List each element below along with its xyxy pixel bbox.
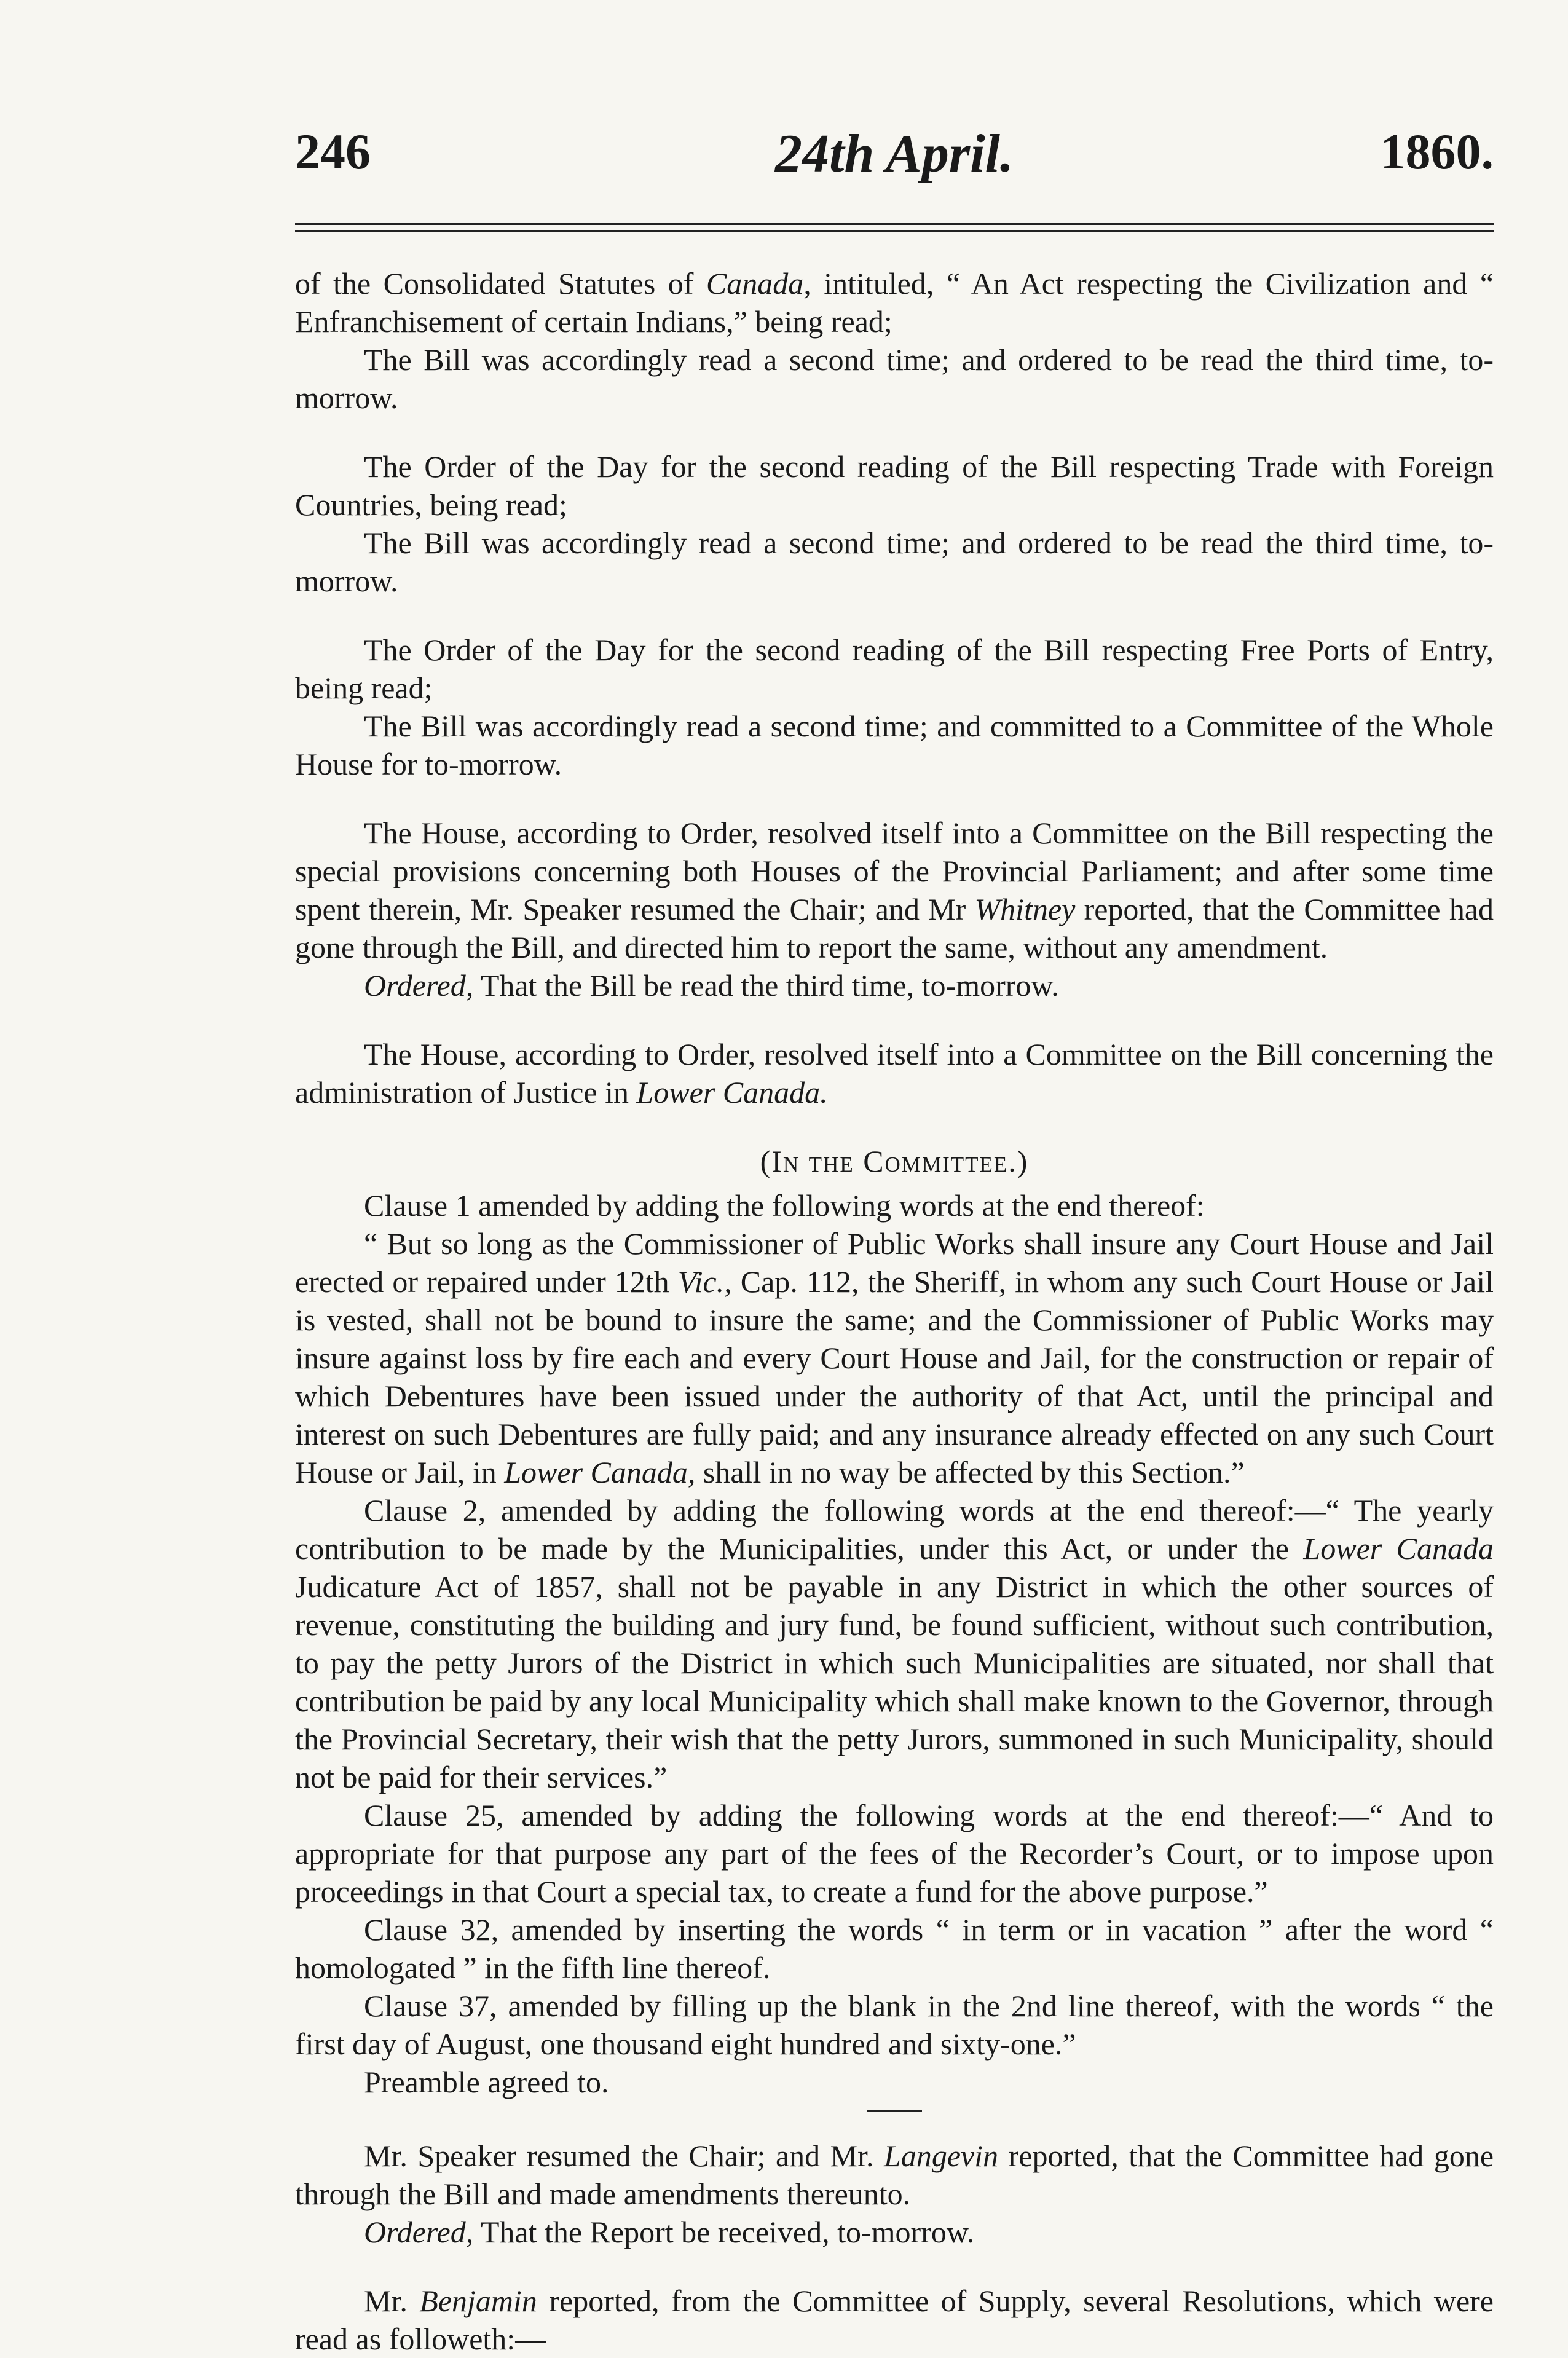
section-separator — [867, 2110, 922, 2112]
clause-25-text: Clause 25, amended by adding the following words at the end thereof:—“ And to appropriate for that purpose any part of the fees of the Recorder’s Court, or to impose upon proceedings in that Court a special tax, to create a fund for the above purpose.” — [295, 1798, 1494, 1909]
text: reported, that the Committee had gone through the Bill and made amendments thereunto. — [295, 2139, 1494, 2211]
clause-1-intro: Clause 1 amended by adding the following words at the end thereof: — [364, 1188, 1205, 1223]
clause-2-text — [295, 1491, 1494, 1796]
paragraph-bill-committed: The Bill was accordingly read a second time; and committed to a Committee of the Whole House for to-morrow. — [295, 709, 1494, 781]
paragraph-bill-second-reading-2: The Bill was accordingly read a second time; and ordered to be read the third time, to-morrow. — [295, 526, 1494, 598]
member-name: Whitney — [974, 892, 1076, 926]
place-name: Lower Canada, — [504, 1455, 696, 1489]
page-body — [295, 264, 1494, 2358]
text: Clause 2, amended by adding the following words at the end thereof:—“ The yearly contribution to be made by the Municipalities, under this Act, or under the — [295, 1493, 1494, 1566]
clause-32-text: Clause 32, amended by inserting the words “ in term or in vacation ” after the word “ homologated ” in the fifth line thereof. — [295, 1912, 1494, 1985]
paragraph-committee-parliament — [295, 814, 1494, 966]
text: Judicature Act of 1857, shall not be payable in any District in which the other sources of revenue, constituting the building and jury fund, be found sufficient, without such contribution, to pay the petty Jurors of the District in which such Municipalities are situated, nor shall that contribution be paid by any local Municipality which shall make known to the Governor, through the Provincial Secretary, their wish that the petty Jurors, summoned in such Municipality, should not be paid for their services.” — [295, 1569, 1494, 1794]
paragraph-ordered-1 — [295, 966, 1494, 1004]
text: That the Bill be read the third time, to-morrow. — [480, 968, 1059, 1003]
clause-37-text: Clause 37, amended by filling up the blank in the 2nd line thereof, with the words “ the first day of August, one thousand eight hundred and sixty-one.” — [295, 1989, 1494, 2061]
page-header — [295, 123, 1494, 191]
text: Cap. 112, the Sheriff, in whom any such Court House or Jail is vested, shall not be bound to insure the same; and the Commissioner of Public Works may insure against loss by fire each and every Court House and Jail, for the construction or repair of which Debentures have been issued under the authority of that Act, until the principal and interest on such Debentures are fully paid; and any insurance already effected on any such Court House or Jail, in — [295, 1264, 1494, 1489]
page-number: 246 — [295, 124, 371, 179]
italic-text: Canada, — [706, 266, 811, 301]
paragraph-free-ports: The Order of the Day for the second reading of the Bill respecting Free Ports of Entry, being read; — [295, 633, 1494, 705]
paragraph-ordered-2 — [295, 2213, 1494, 2251]
place-name: Lower Canada. — [636, 1075, 828, 1110]
preamble-text: Preamble agreed to. — [364, 2065, 609, 2099]
text: That the Report be received, to-morrow. — [480, 2215, 975, 2249]
paragraph-bill-second-reading-1: The Bill was accordingly read a second time; and ordered to be read the third time, to-morrow. — [295, 342, 1494, 415]
paragraph-speaker-resumed — [295, 2137, 1494, 2213]
text: Mr. Speaker resumed the Chair; and Mr. — [364, 2139, 874, 2173]
member-name: Benjamin — [419, 2284, 537, 2318]
text: The House, according to Order, resolved itself into a Committee on the Bill concerning the administration of Justice in — [295, 1037, 1494, 1110]
year: 1860. — [1380, 124, 1494, 179]
italic-text: Vic., — [677, 1264, 732, 1299]
running-title: 24th April. — [775, 124, 1014, 184]
text: shall in no way be affected by this Section.” — [703, 1455, 1245, 1489]
ordered-label: Ordered, — [364, 968, 474, 1003]
place-name: Lower Canada — [1303, 1531, 1494, 1566]
text: reported, that the Committee had gone through the Bill, and directed him to report the same, without any amendment. — [295, 892, 1494, 964]
text: of the Consolidated Statutes of — [295, 266, 694, 301]
member-name: Langevin — [884, 2139, 999, 2173]
text: The House, according to Order, resolved itself into a Committee on the Bill respecting the special provisions concerning both Houses of the Provincial Parliament; and after some time spent therein, Mr. Speaker resumed the Chair; and Mr — [295, 816, 1494, 926]
paragraph-committee-of-supply — [295, 2282, 1494, 2358]
text: intituled, “ An Act respecting the Civilization and “ Enfranchisement of certain Indians,” being read; — [295, 266, 1494, 339]
paragraph-trade-foreign: The Order of the Day for the second reading of the Bill respecting Trade with Foreign Countries, being read; — [295, 449, 1494, 522]
text: Mr. — [364, 2284, 408, 2318]
committee-heading: (In the Committee.) — [760, 1144, 1029, 1178]
ordered-label: Ordered, — [364, 2215, 474, 2249]
text: “ But so long as the Commissioner of Public Works shall insure any Court House and Jail erected or repaired under 12th — [295, 1226, 1494, 1299]
text: reported, from the Committee of Supply, several Resolutions, which were read as followeth:— — [295, 2284, 1494, 2356]
paragraph-committee-justice — [295, 1035, 1494, 1111]
clause-1-text — [295, 1224, 1494, 1491]
header-rule-bottom — [295, 230, 1494, 232]
header-rule-top — [295, 223, 1494, 225]
paragraph-consolidated-statutes — [295, 264, 1494, 341]
